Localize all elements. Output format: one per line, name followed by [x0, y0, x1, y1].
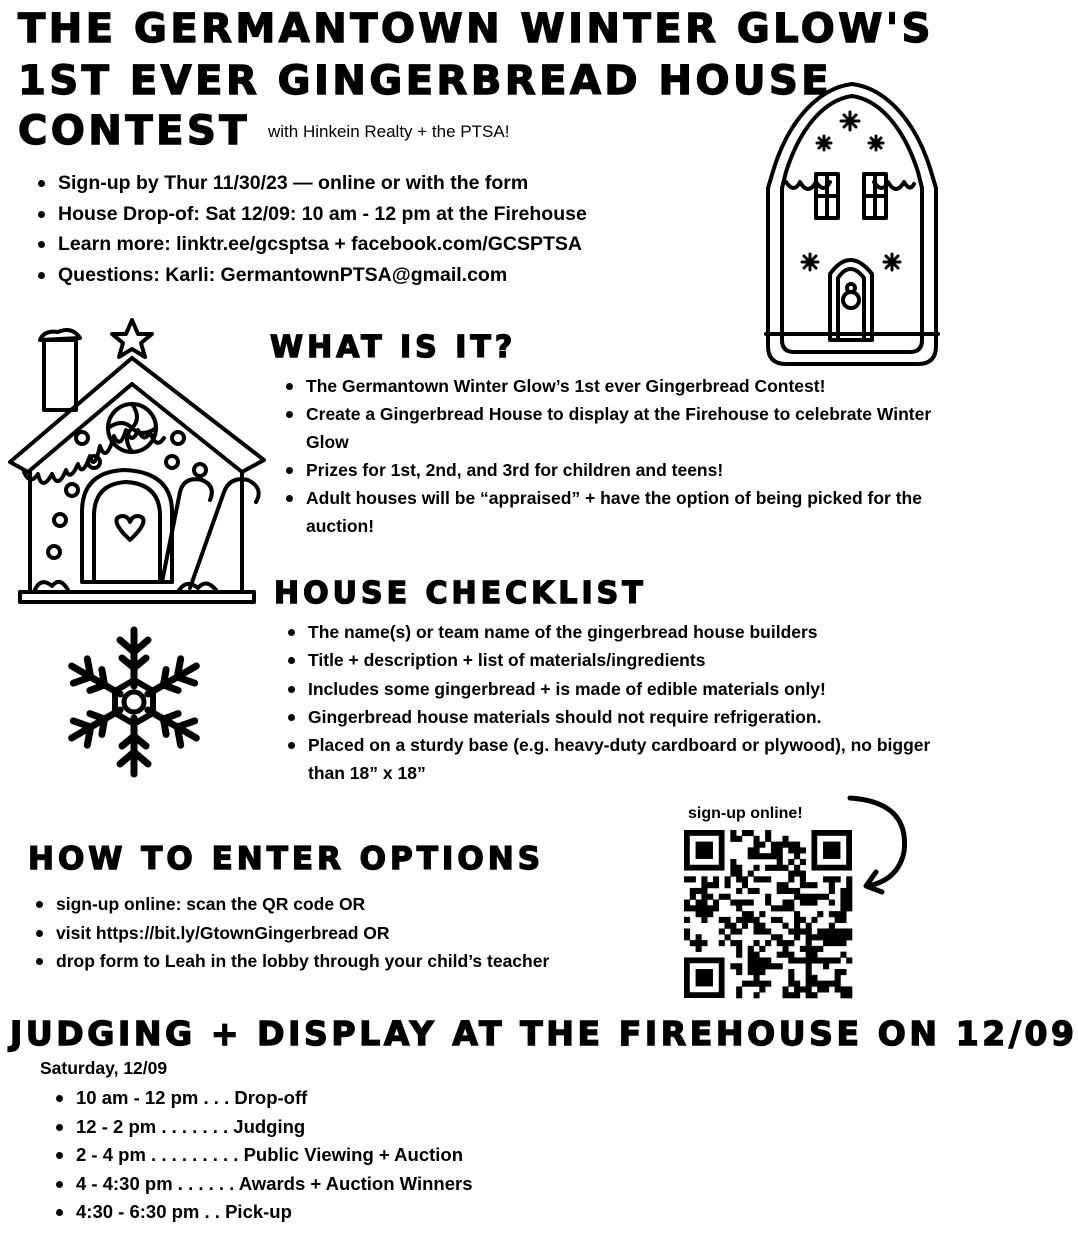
judging-heading: JUDGING + DISPLAY AT THE FIREHOUSE ON 12/09 — [10, 1014, 1078, 1053]
list-item: Gingerbread house materials should not require refrigeration. — [282, 703, 952, 731]
list-item: Placed on a sturdy base (e.g. heavy-duty cardboard or plywood), no bigger than 18” x 18” — [282, 731, 952, 788]
list-item: Learn more: linktr.ee/gcsptsa + facebook.com/GCSPTSA — [32, 229, 732, 260]
how-to-enter-heading: HOW TO ENTER OPTIONS — [28, 841, 545, 877]
list-item: The Germantown Winter Glow’s 1st ever Gingerbread Contest! — [280, 372, 960, 400]
title-line-1: THE GERMANTOWN WINTER GLOW'S — [18, 6, 934, 52]
how-to-enter-list — [30, 890, 650, 976]
gingerbread-house-tall-icon — [760, 78, 944, 370]
list-item: 4 - 4:30 pm . . . . . . Awards + Auction Winners — [50, 1170, 650, 1199]
qr-code-icon[interactable] — [684, 830, 852, 998]
list-item: 2 - 4 pm . . . . . . . . . Public Viewing + Auction — [50, 1141, 650, 1170]
list-item: Questions: Karli: GermantownPTSA@gmail.com — [32, 260, 732, 291]
list-item: Prizes for 1st, 2nd, and 3rd for children and teens! — [280, 456, 960, 484]
judging-date: Saturday, 12/09 — [40, 1058, 168, 1078]
house-checklist-heading: HOUSE CHECKLIST — [274, 576, 647, 611]
list-item: 12 - 2 pm . . . . . . . Judging — [50, 1113, 650, 1142]
list-item: sign-up online: scan the QR code OR — [30, 890, 650, 919]
list-item: The name(s) or team name of the gingerbread house builders — [282, 618, 952, 646]
title-line-3: CONTEST — [18, 108, 251, 154]
top-info-list — [32, 168, 732, 290]
schedule-list — [50, 1084, 650, 1227]
list-item: Adult houses will be “appraised” + have the option of being picked for the auction! — [280, 484, 960, 540]
what-is-it-list — [280, 372, 960, 540]
list-item: Title + description + list of materials/ingredients — [282, 646, 952, 674]
list-item: Create a Gingerbread House to display at the Firehouse to celebrate Winter Glow — [280, 400, 960, 456]
list-item: drop form to Leah in the lobby through your child’s teacher — [30, 947, 650, 976]
list-item: visit https://bit.ly/GtownGingerbread OR — [30, 919, 650, 948]
list-item: House Drop-of: Sat 12/09: 10 am - 12 pm at the Firehouse — [32, 199, 732, 230]
snowflake-icon — [58, 624, 210, 780]
list-item: Includes some gingerbread + is made of edible materials only! — [282, 675, 952, 703]
list-item: 4:30 - 6:30 pm . . Pick-up — [50, 1198, 650, 1227]
house-checklist-list — [282, 618, 952, 788]
list-item: 10 am - 12 pm . . . Drop-off — [50, 1084, 650, 1113]
list-item: Sign-up by Thur 11/30/23 — online or with the form — [32, 168, 732, 199]
what-is-it-heading: WHAT IS IT? — [270, 330, 517, 365]
title-line-2: 1ST EVER GINGERBREAD HOUSE — [18, 58, 833, 104]
gingerbread-house-icon — [2, 312, 272, 604]
qr-label: sign-up online! — [688, 805, 803, 822]
subtitle: with Hinkein Realty + the PTSA! — [268, 122, 510, 141]
